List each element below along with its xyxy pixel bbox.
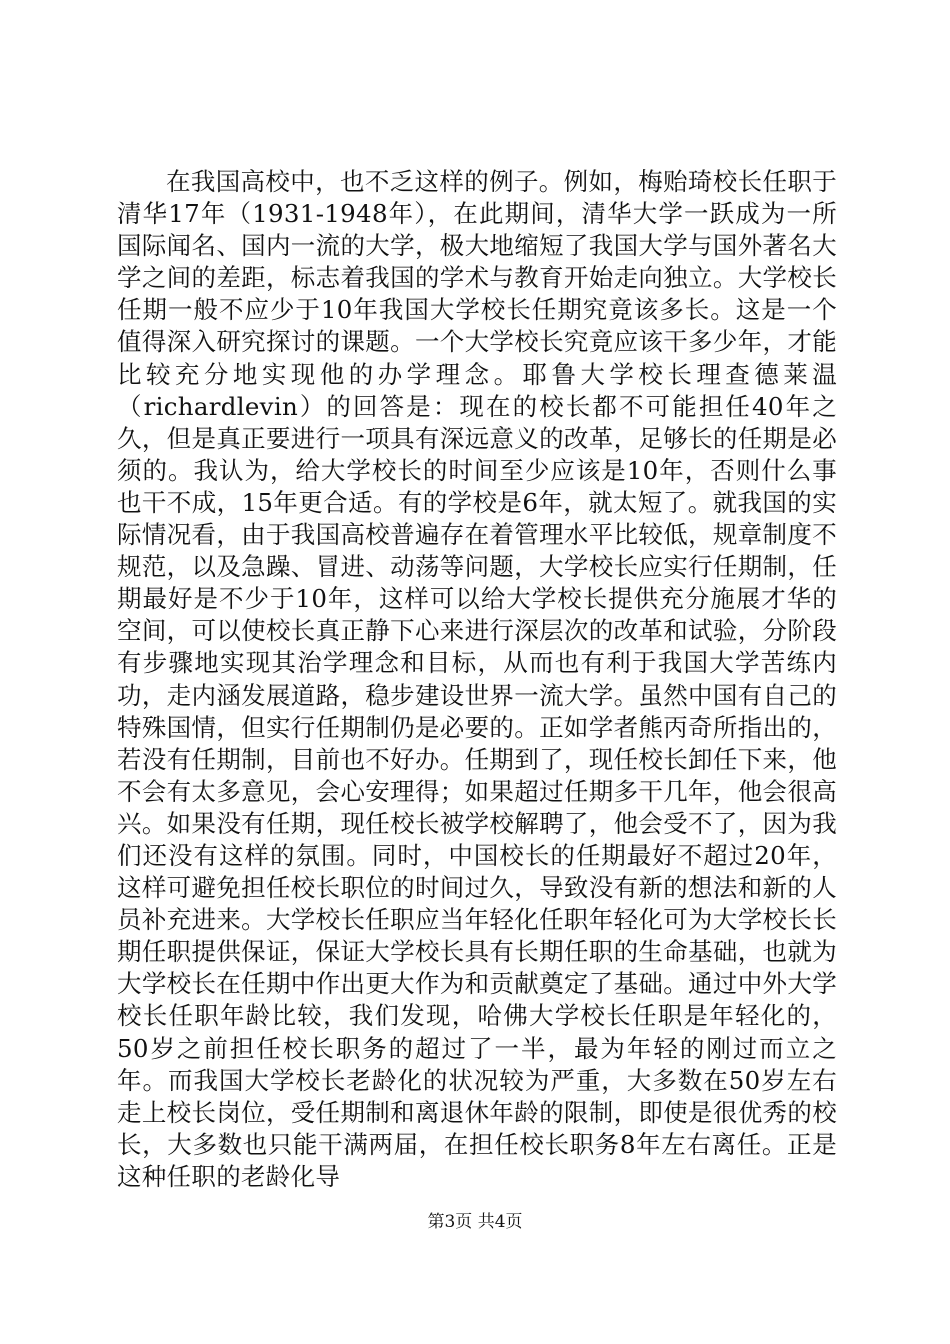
- page-number-footer: 第3页 共4页: [427, 1212, 523, 1232]
- body-paragraph: 在我国高校中，也不乏这样的例子。例如，梅贻琦校长任职于清华17年（1931-1948年），在此期间，清华大学一跃成为一所国际闻名、国内一流的大学，极大地缩短了我国大学与国外著名大学之间的差距，标志着我国的学术与教育开始走向独立。大学校长任期一般不应少于10年我国大学校长任期究竟该多长。这是一个值得深入研究探讨的课题。一个大学校长究竟应该干多少年，才能比较充分地实现他的办学理念。耶鲁大学校长理查德莱温（richardlevin）的回答是：现在的校长都不可能担任40年之久，但是真正要进行一项具有深远意义的改革，足够长的任期是必须的。我认为，给大学校长的时间至少应该是10年，否则什么事也干不成，15年更合适。有的学校是6年，就太短了。就我国的实际情况看，由于我国高校普遍存在着管理水平比较低，规章制度不规范，以及急躁、冒进、动荡等问题，大学校长应实行任期制，任期最好是不少于10年，这样可以给大学校长提供充分施展才华的空间，可以使校长真正静下心来进行深层次的改革和试验，分阶段有步骤地实现其治学理念和目标，从而也有利于我国大学苦练内功，走内涵发展道路，稳步建设世界一流大学。虽然中国有自己的特殊国情，但实行任期制仍是必要的。正如学者熊丙奇所指出的，若没有任期制，目前也不好办。任期到了，现任校长卸任下来，他不会有太多意见，会心安理得；如果超过任期多干几年，他会很高兴。如果没有任期，现任校长被学校解聘了，他会受不了，因为我们还没有这样的氛围。同时，中国校长的任期最好不超过20年，这样可避免担任校长职位的时间过久，导致没有新的想法和新的人员补充进来。大学校长任职应当年轻化任职年轻化可为大学校长长期任职提供保证，保证大学校长具有长期任职的生命基础，也就为大学校长在任期中作出更大作为和贡献奠定了基础。通过中外大学校长任职年龄比较，我们发现，哈佛大学校长任职是年轻化的，50岁之前担任校长职务的超过了一半，最为年轻的刚过而立之年。而我国大学校长老龄化的状况较为严重，大多数在50岁左右走上校长岗位，受任期制和离退休年龄的限制，即使是很优秀的校长，大多数也只能干满两届，在担任校长职务8年左右离任。正是这种任职的老龄化导: [117, 167, 837, 1191]
